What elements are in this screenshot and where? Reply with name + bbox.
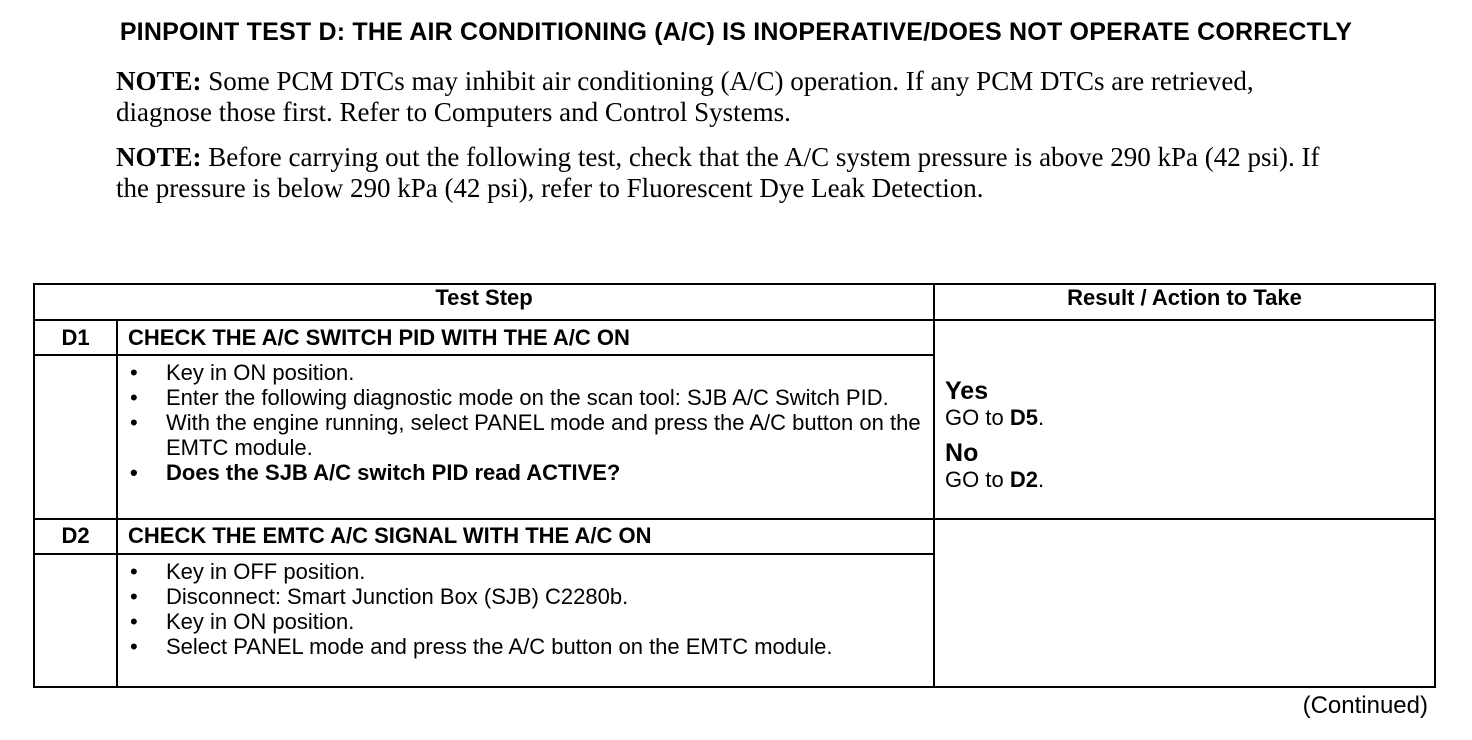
step-bullet-list [118, 555, 933, 663]
list-item: • Key in ON position. [118, 609, 933, 634]
step-body-d1 [117, 355, 934, 519]
action-text: GO to [945, 405, 1010, 431]
action-text: GO to [945, 467, 1010, 493]
step-question: • Does the SJB A/C switch PID read ACTIVE? [118, 460, 933, 485]
result-cell-d1 [934, 320, 1435, 519]
column-header-test-step: Test Step [34, 284, 934, 320]
result-yes-label: Yes [945, 377, 989, 406]
step-bullet-list [118, 356, 933, 489]
result-no-label: No [945, 439, 979, 468]
table-row [34, 519, 1435, 554]
action-target-link[interactable]: D2 [1009, 467, 1038, 493]
step-heading-d1: CHECK THE A/C SWITCH PID WITH THE A/C ON [117, 320, 934, 355]
note-label: NOTE: [116, 142, 202, 172]
step-id-empty [34, 355, 117, 519]
step-id-d1: D1 [34, 320, 117, 355]
column-header-result: Result / Action to Take [934, 284, 1435, 320]
step-id-empty [34, 554, 117, 687]
note-label: NOTE: [116, 66, 202, 96]
step-id-d2: D2 [34, 519, 117, 554]
pinpoint-test-table [33, 283, 1436, 688]
list-item: • With the engine running, select PANEL mode and press the A/C button on the EMTC module. [118, 410, 933, 460]
list-item: • Select PANEL mode and press the A/C button on the EMTC module. [118, 634, 933, 659]
result-no-action [945, 467, 1434, 493]
step-heading-d2: CHECK THE EMTC A/C SIGNAL WITH THE A/C ON [117, 519, 934, 554]
list-item: • Enter the following diagnostic mode on the scan tool: SJB A/C Switch PID. [118, 385, 933, 410]
action-suffix: . [1037, 467, 1045, 493]
step-body-d2 [117, 554, 934, 687]
action-target-link[interactable]: D5 [1009, 405, 1038, 431]
list-item: • Key in ON position. [118, 360, 933, 385]
note-pcm-dtcs [116, 66, 1346, 128]
list-item: • Disconnect: Smart Junction Box (SJB) C2280b. [118, 584, 933, 609]
note-system-pressure [116, 142, 1346, 204]
continued-label: (Continued) [1302, 692, 1428, 719]
table-header-row [34, 284, 1435, 320]
note-text: Some PCM DTCs may inhibit air conditioning (A/C) operation. If any PCM DTCs are retrieved, diagnose those first. Refer to Computers and Control Systems. [116, 66, 1254, 127]
action-suffix: . [1037, 405, 1045, 431]
list-item: • Key in OFF position. [118, 559, 933, 584]
result-yes-action [945, 405, 1434, 431]
table-row [34, 320, 1435, 355]
page-title: PINPOINT TEST D: THE AIR CONDITIONING (A/C) IS INOPERATIVE/DOES NOT OPERATE CORRECTLY [119, 18, 1353, 46]
note-text: Before carrying out the following test, check that the A/C system pressure is above 290 kPa (42 psi). If the pressure is below 290 kPa (42 psi), refer to Fluorescent Dye Leak Detection. [116, 142, 1320, 203]
result-cell-d2 [934, 519, 1435, 687]
